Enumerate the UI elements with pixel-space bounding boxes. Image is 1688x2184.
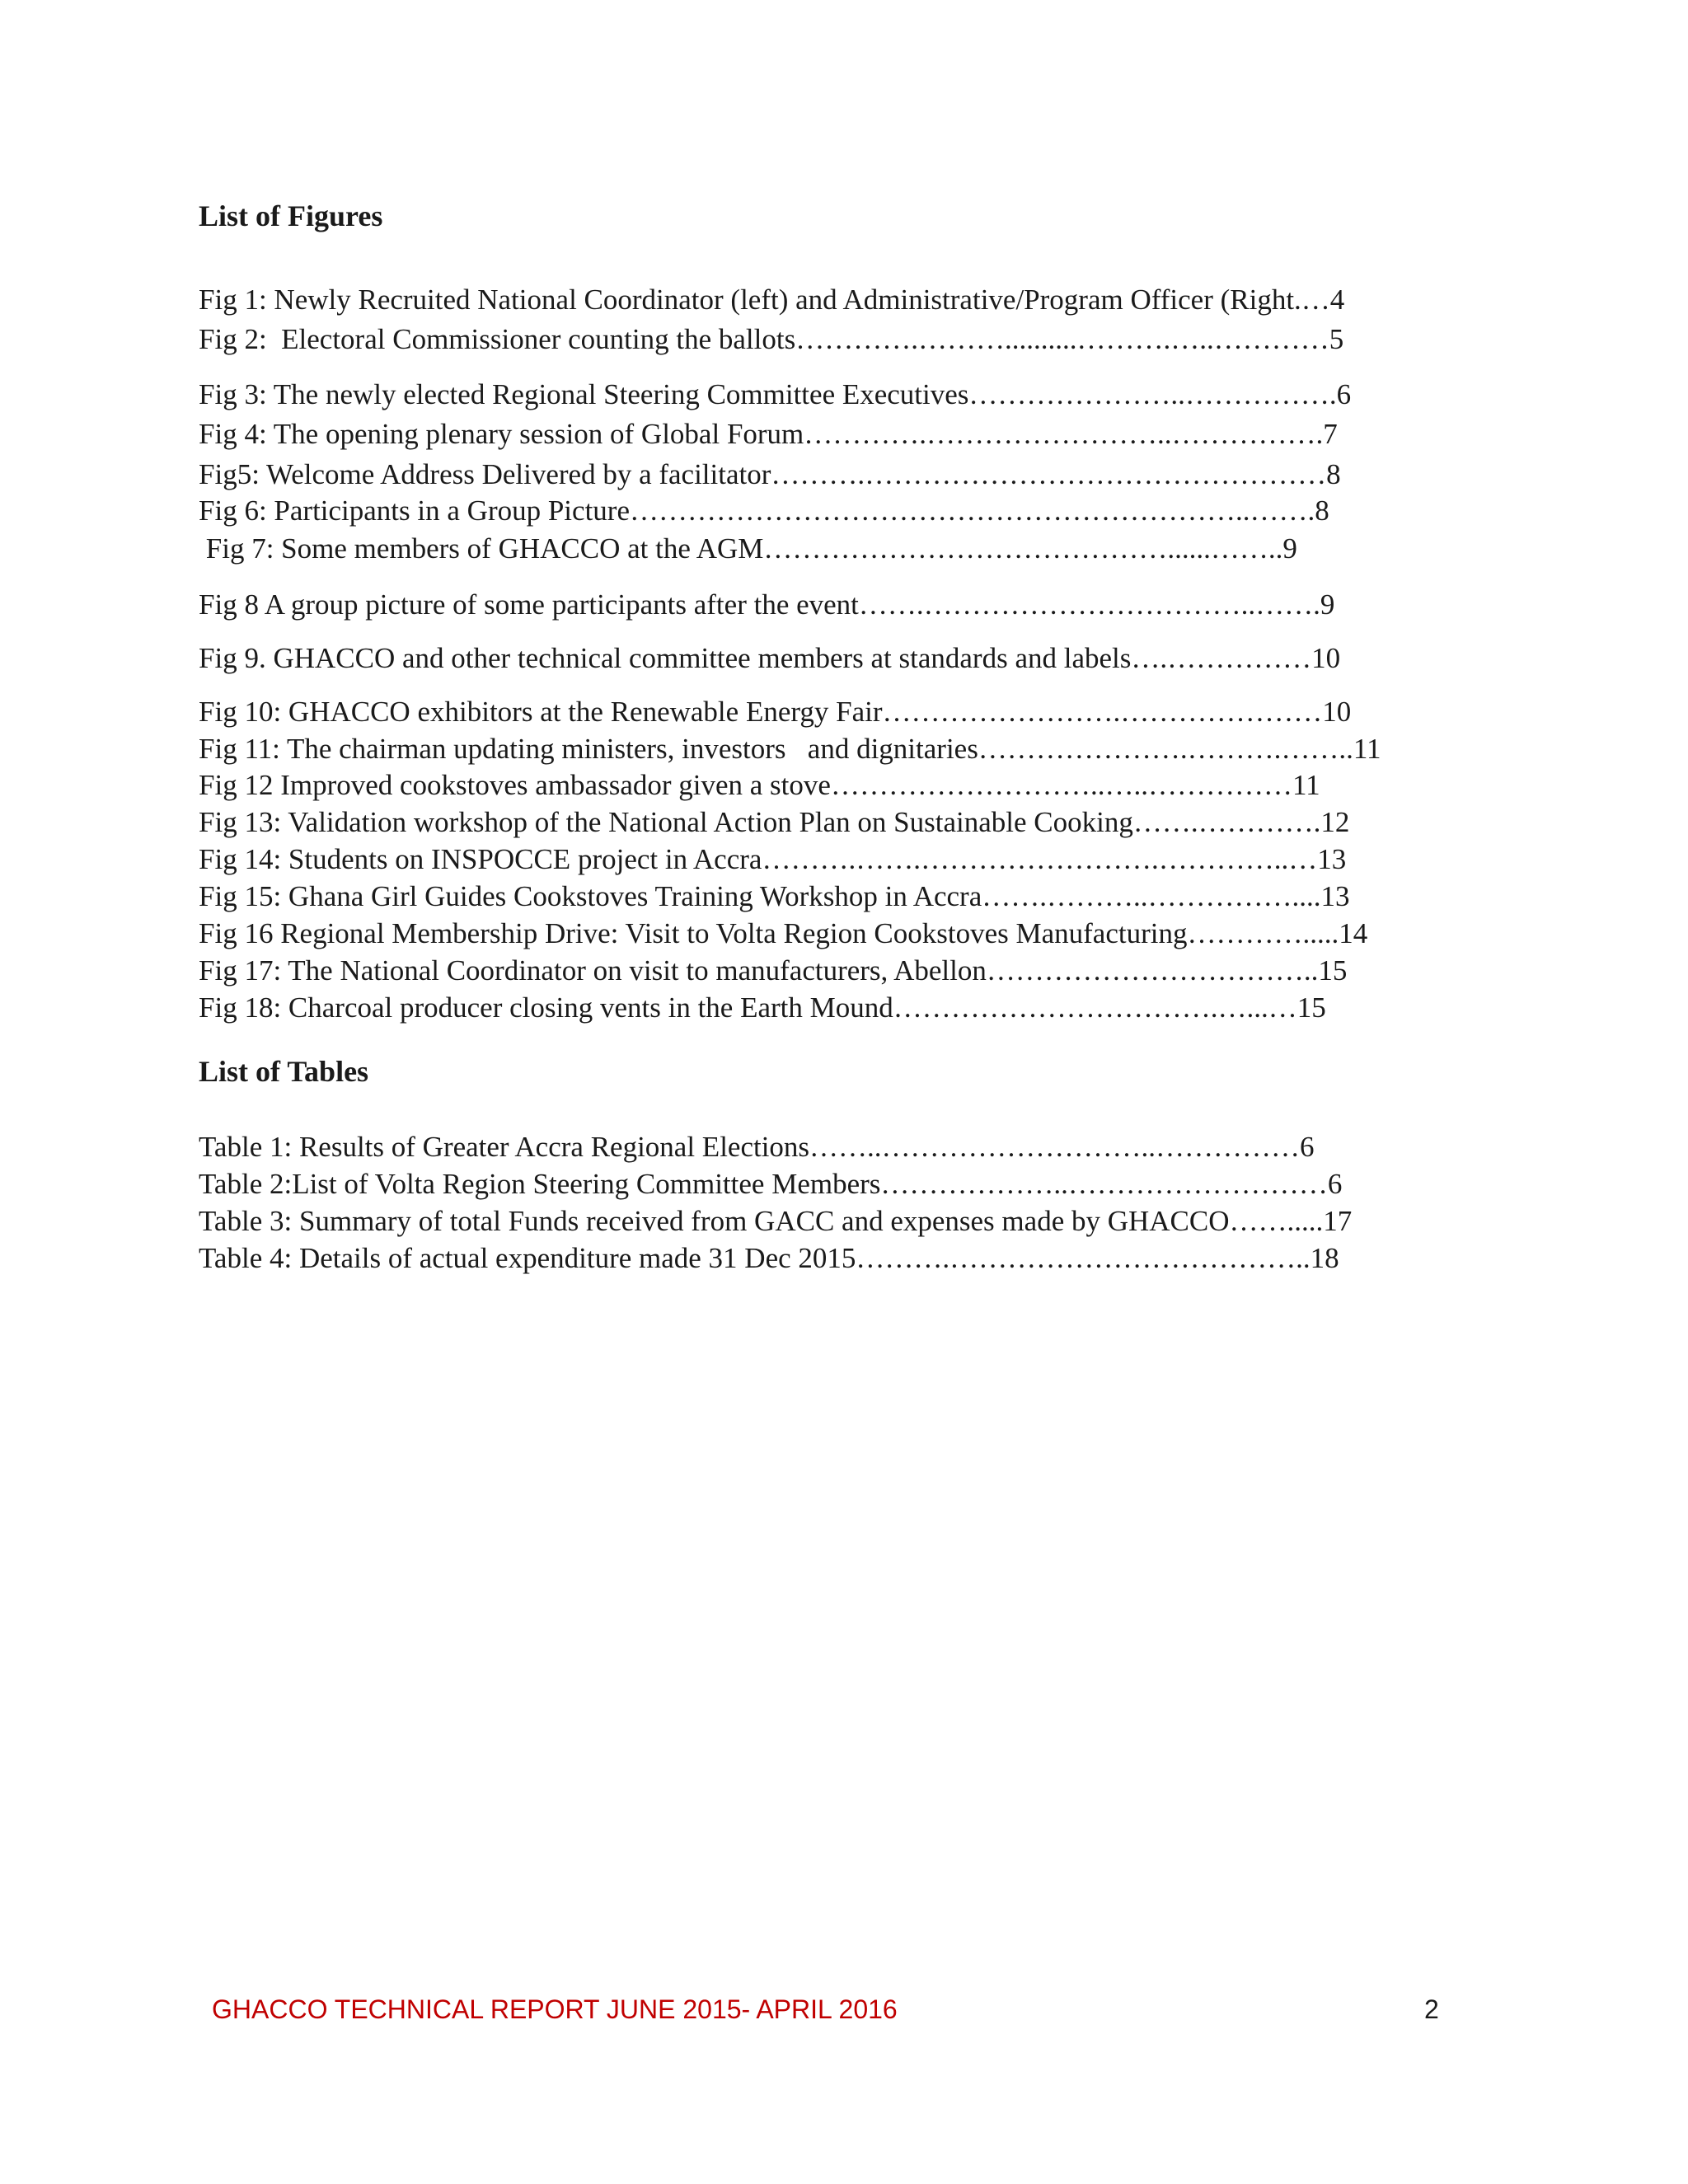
table-entry: Table 1: Results of Greater Accra Regional Elections……..………………………..……………6 xyxy=(199,1131,1315,1163)
list-of-figures-heading: List of Figures xyxy=(199,199,383,232)
figure-entry: Fig5: Welcome Address Delivered by a facilitator……….…………………………………………8 xyxy=(199,458,1341,490)
list-of-tables-heading: List of Tables xyxy=(199,1055,369,1088)
figure-entry: Fig 11: The chairman updating ministers, investors and dignitaries………………….……….……..11 xyxy=(199,733,1381,765)
table-entry: Table 3: Summary of total Funds received from GACC and expenses made by GHACCO…….....17 xyxy=(199,1205,1353,1237)
figure-entry: Fig 2: Electoral Commissioner counting the ballots………….………..........……….…..…………5 xyxy=(199,323,1344,355)
figure-entry: Fig 4: The opening plenary session of Global Forum………….……………………..…………….7 xyxy=(199,418,1338,450)
table-entry: Table 4: Details of actual expenditure made 31 Dec 2015……….………………………………..18 xyxy=(199,1242,1339,1274)
figure-entry: Fig 17: The National Coordinator on visit to manufacturers, Abellon……………………………..15 xyxy=(199,954,1348,987)
figure-entry: Fig 1: Newly Recruited National Coordinator (left) and Administrative/Program Officer (Right.…4 xyxy=(199,284,1345,316)
figure-entry: Fig 15: Ghana Girl Guides Cookstoves Training Workshop in Accra…….………..……………....13 xyxy=(199,880,1350,912)
figure-entry: Fig 7: Some members of GHACCO at the AGM……………………………………......……..9 xyxy=(199,532,1297,565)
figure-entry: Fig 9. GHACCO and other technical committee members at standards and labels….……………10 xyxy=(199,642,1341,674)
figure-entry: Fig 12 Improved cookstoves ambassador given a stove………………………..…..……………11 xyxy=(199,769,1320,801)
figure-entry: Fig 18: Charcoal producer closing vents in the Earth Mound…………………………….…...…15 xyxy=(199,991,1326,1024)
figure-entry: Fig 8 A group picture of some participants after the event…….……………………………..…….9 xyxy=(199,588,1335,621)
footer-page-number: 2 xyxy=(1424,1994,1439,2024)
figure-entry: Fig 6: Participants in a Group Picture………………………………………………………..…….8 xyxy=(199,494,1329,527)
figure-entry: Fig 16 Regional Membership Drive: Visit to Volta Region Cookstoves Manufacturing………….....14 xyxy=(199,917,1368,949)
table-entry: Table 2:List of Volta Region Steering Committee Members………………..………………………6 xyxy=(199,1168,1343,1200)
footer-report-title: GHACCO TECHNICAL REPORT JUNE 2015- APRIL 2016 xyxy=(212,1994,898,2024)
figure-entry: Fig 3: The newly elected Regional Steering Committee Executives…………………..…………….6 xyxy=(199,378,1352,410)
figure-entry: Fig 14: Students on INSPOCCE project in Accra……….…….…………………….…………..…13 xyxy=(199,843,1347,875)
figure-entry: Fig 13: Validation workshop of the National Action Plan on Sustainable Cooking…….………….12 xyxy=(199,806,1350,838)
figure-entry: Fig 10: GHACCO exhibitors at the Renewable Energy Fair…………………….…………………10 xyxy=(199,696,1352,728)
